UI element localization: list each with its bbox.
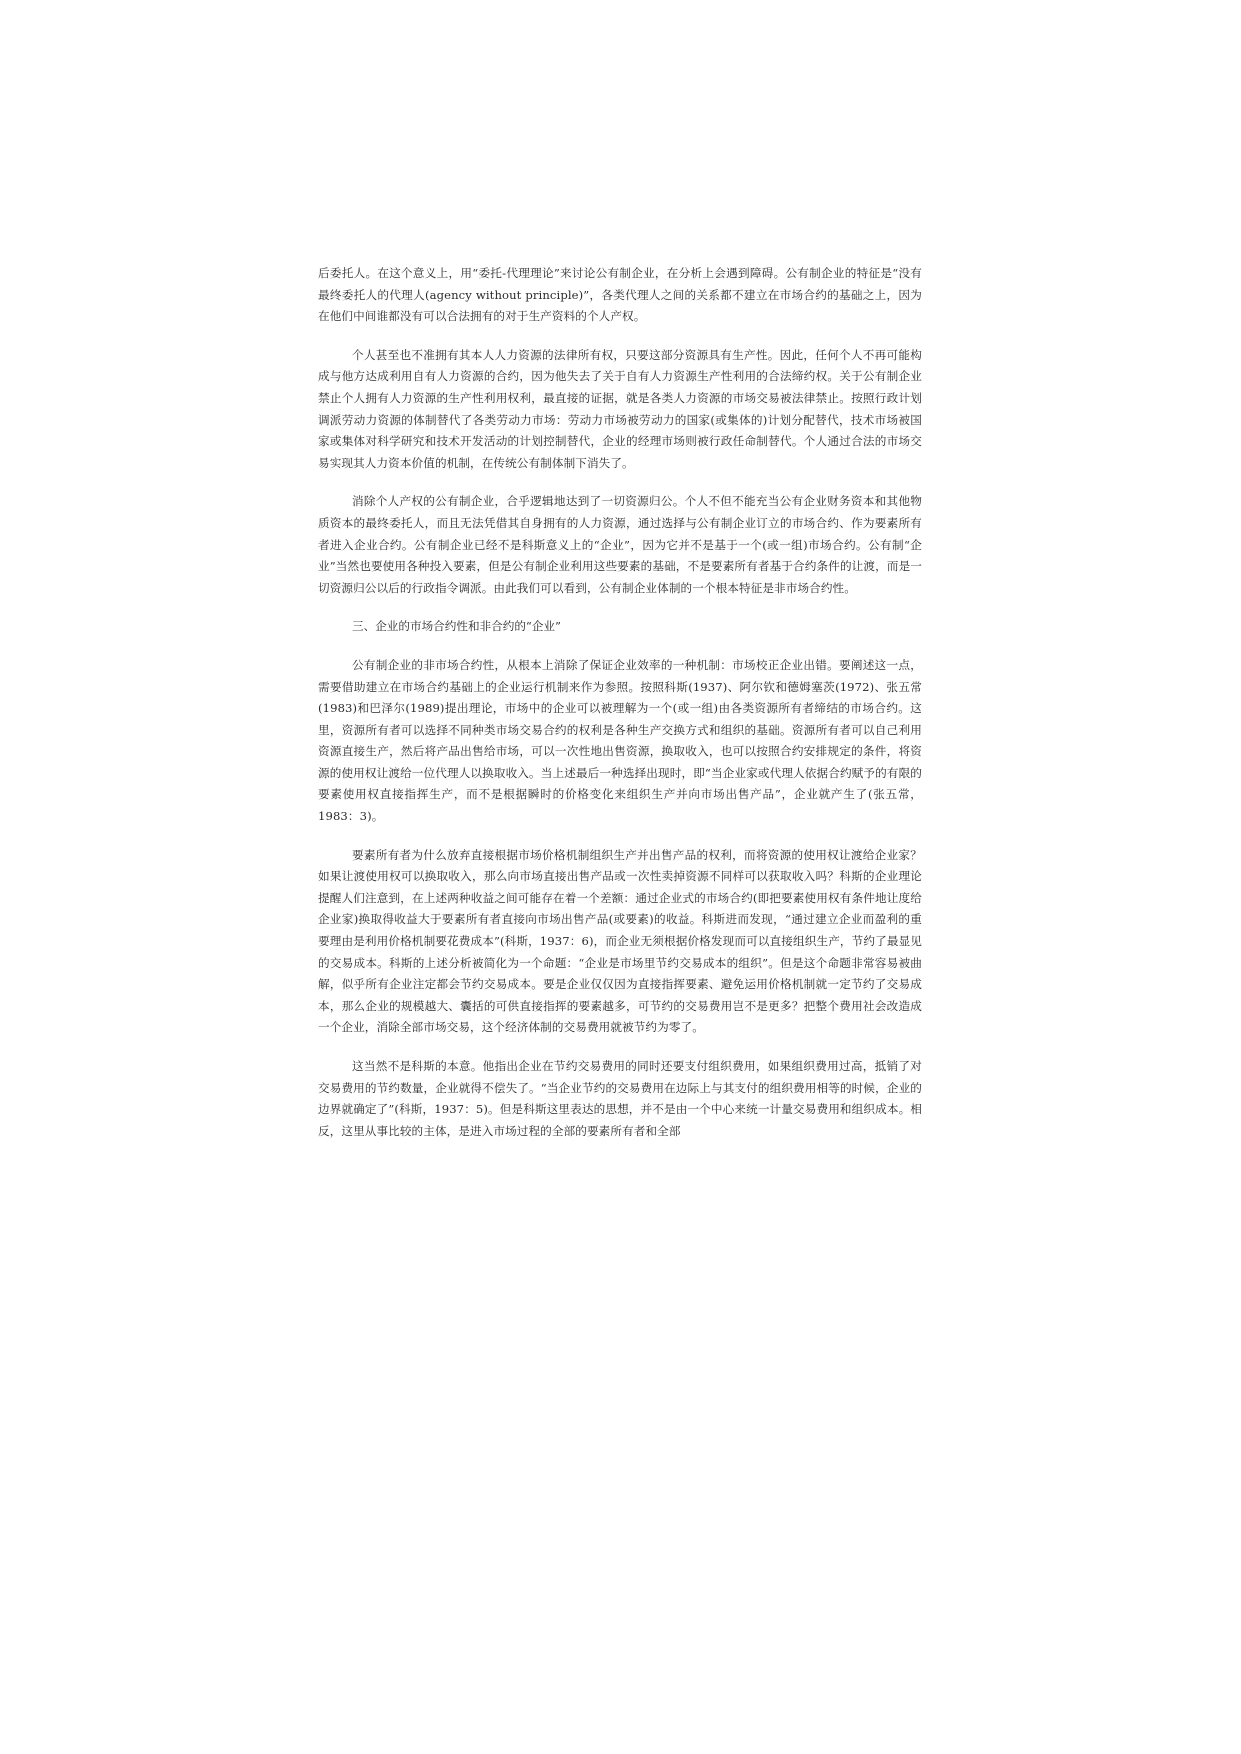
paragraph-5: 要素所有者为什么放弃直接根据市场价格机制组织生产并出售产品的权利，而将资源的使用权让渡给企业家？如果让渡使用权可以换取收入，那么向市场直接出售产品或一次性卖掉资源不同样可以获取收入吗？科斯的企业理论提醒人们注意到，在上述两种收益之间可能存在着一个差额：通过企业式的市场合约(即把要素使用权有条件地让度给企业家)换取得收益大于要素所有者直接向市场出售产品(或要素)的收益。科斯进而发现，“通过建立企业而盈利的重要理由是利用价格机制要花费成本”(科斯，1937：6)，而企业无须根据价格发现而可以直接组织生产，节约了最显见的交易成本。科斯的上述分析被简化为一个命题：“企业是市场里节约交易成本的组织”。但是这个命题非常容易被曲解，似乎所有企业注定都会节约交易成本。要是企业仅仅因为直接指挥要素、避免运用价格机制就一定节约了交易成本，那么企业的规模越大、囊括的可供直接指挥的要素越多，可节约的交易费用岂不是更多？把整个费用社会改造成一个企业，消除全部市场交易，这个经济体制的交易费用就被节约为零了。	[318, 847, 922, 1035]
paragraph-3: 消除个人产权的公有制企业，合乎逻辑地达到了一切资源归公。个人不但不能充当公有企业财务资本和其他物质资本的最终委托人，而且无法凭借其自身拥有的人力资源，通过选择与公有制企业订立的市场合约、作为要素所有者进入企业合约。公有制企业已经不是科斯意义上的“企业”，因为它并不是基于一个(或一组)市场合约。公有制“企业”当然也要使用各种投入要素，但是公有制企业利用这些要素的基础，不是要素所有者基于合约条件的让渡，而是一切资源归公以后的行政指令调派。由此我们可以看到，公有制企业体制的一个根本特征是非市场合约性。	[318, 494, 922, 595]
paragraph-2: 个人甚至也不准拥有其本人人力资源的法律所有权，只要这部分资源具有生产性。因此，任何个人不再可能构成与他方达成利用自有人力资源的合约，因为他失去了关于自有人力资源生产性利用的合法缔约权。关于公有制企业禁止个人拥有人力资源的生产性利用权利，最直接的证据，就是各类人力资源的市场交易被法律禁止。按照行政计划调派劳动力资源的体制替代了各类劳动力市场：劳动力市场被劳动力的国家(或集体的)计划分配替代，技术市场被国家或集体对科学研究和技术开发活动的计划控制替代，企业的经理市场则被行政任命制替代。个人通过合法的市场交易实现其人力资本价值的机制，在传统公有制体制下消失了。	[318, 347, 922, 470]
paragraph-1: 后委托人。在这个意义上，用“委托-代理理论”来讨论公有制企业，在分析上会遇到障碍。公有制企业的特征是“没有最终委托人的代理人(agency without principle)”，各类代理人之间的关系都不建立在市场合约的基础之上，因为在他们中间谁都没有可以合法拥有的对于生产资料的个人产权。	[318, 266, 922, 324]
document-body	[318, 263, 922, 1142]
section-heading: 三、企业的市场合约性和非合约的“企业”	[352, 619, 561, 634]
paragraph-4: 公有制企业的非市场合约性，从根本上消除了保证企业效率的一种机制：市场校正企业出错。要阐述这一点，需要借助建立在市场合约基础上的企业运行机制来作为参照。按照科斯(1937)、阿尔钦和德姆塞茨(1972)、张五常(1983)和巴泽尔(1989)提出理论，市场中的企业可以被理解为一个(或一组)由各类资源所有者缔结的市场合约。这里，资源所有者可以选择不同种类市场交易合约的权利是各种生产交换方式和组织的基础。资源所有者可以自己利用资源直接生产，然后将产品出售给市场，可以一次性地出售资源，换取收入，也可以按照合约安排规定的条件，将资源的使用权让渡给一位代理人以换取收入。当上述最后一种选择出现时，即“当企业家或代理人依据合约赋予的有限的要素使用权直接指挥生产，而不是根据瞬时的价格变化来组织生产并向市场出售产品”，企业就产生了(张五常，1983：3)。	[318, 657, 922, 824]
paragraph-6: 这当然不是科斯的本意。他指出企业在节约交易费用的同时还要支付组织费用，如果组织费用过高，抵销了对交易费用的节约数量，企业就得不偿失了。“当企业节约的交易费用在边际上与其支付的组织费用相等的时候，企业的边界就确定了”(科斯，1937：5)。但是科斯这里表达的思想，并不是由一个中心来统一计量交易费用和组织成本。相反，这里从事比较的主体，是进入市场过程的全部的要素所有者和全部	[318, 1059, 922, 1138]
